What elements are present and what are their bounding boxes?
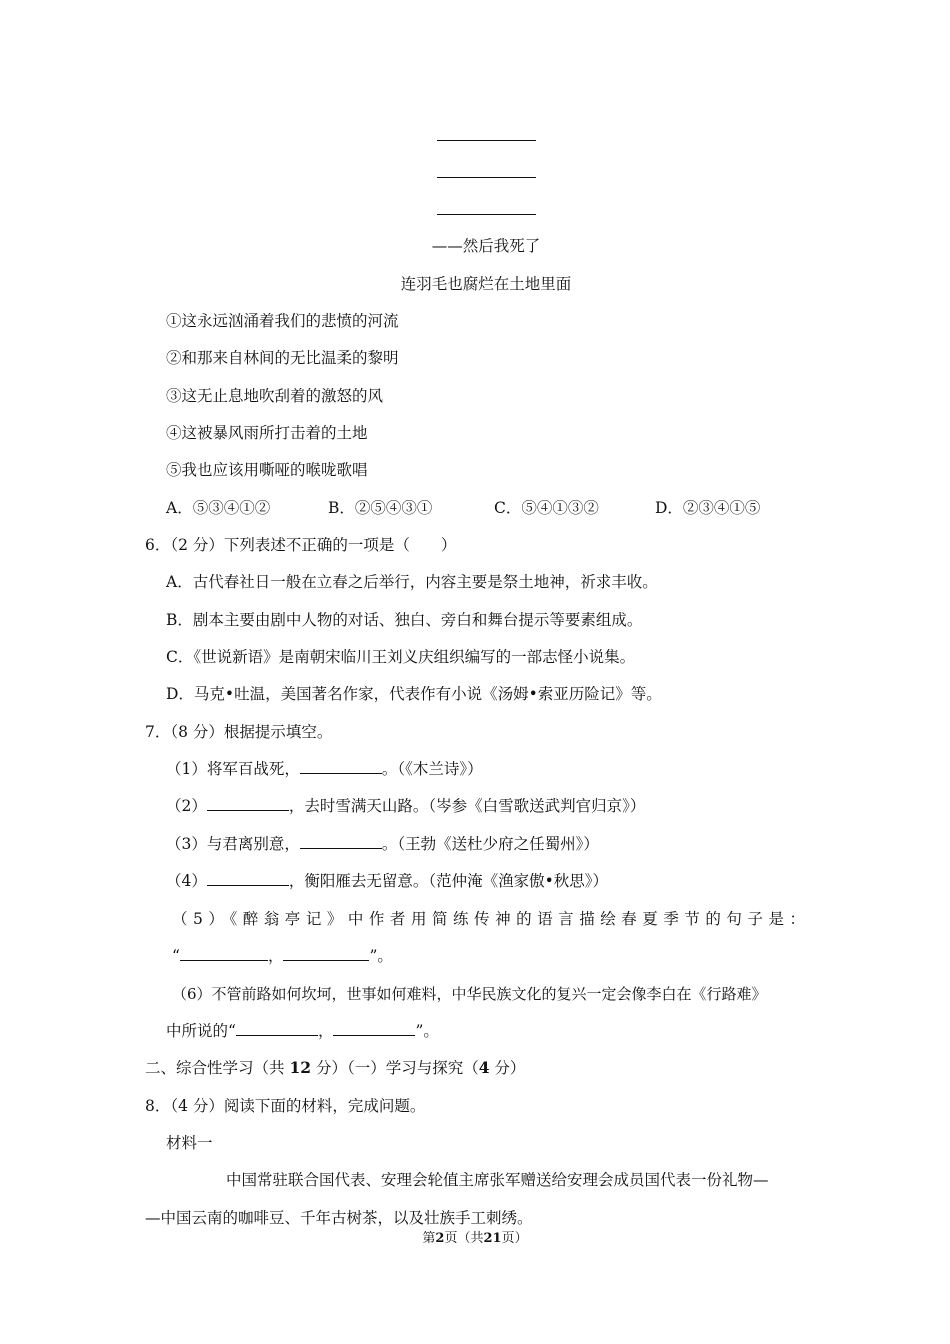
poem-item-5: ⑤我也应该用嘶哑的喉咙歌唱 bbox=[166, 461, 368, 479]
q6-option-d: D．马克•吐温，美国著名作家，代表作有小说《汤姆•索亚历险记》等。 bbox=[166, 685, 662, 703]
poem-blank-line-3 bbox=[437, 214, 536, 215]
footer-page-number: 2 bbox=[435, 1231, 445, 1246]
section-2-sub-score: 4 bbox=[478, 1058, 490, 1077]
q7-sub-4 bbox=[166, 871, 608, 891]
footer-post: 页） bbox=[501, 1231, 528, 1246]
q7-sub-6-prefix: 中所说的“ bbox=[166, 1022, 236, 1040]
q7-sub-1-blank[interactable] bbox=[300, 759, 382, 774]
poem-blank-line-1 bbox=[437, 140, 536, 141]
q7-sub-6-blank-2[interactable] bbox=[333, 1021, 415, 1036]
poem-item-1: ①这永远汹涌着我们的悲愤的河流 bbox=[166, 312, 399, 330]
q7-sub-4-prefix: （4） bbox=[166, 872, 207, 890]
q7-sub-5-open-quote: “ bbox=[172, 947, 180, 965]
q6-option-a: A．古代春社日一般在立春之后举行，内容主要是祭土地神，祈求丰收。 bbox=[166, 573, 658, 591]
poem-item-2: ②和那来自林间的无比温柔的黎明 bbox=[166, 349, 399, 367]
section-2-score: 12 bbox=[289, 1058, 312, 1077]
q7-sub-4-blank[interactable] bbox=[207, 871, 289, 886]
footer-total-pages: 21 bbox=[483, 1231, 502, 1246]
poem-item-3: ③这无止息地吹刮着的激怒的风 bbox=[166, 387, 384, 405]
q7-sub-5-line1: （5）《醉翁亭记》中作者用简练传神的语言描绘春夏季节的句子是： bbox=[172, 910, 808, 928]
q7-sub-6-line2 bbox=[166, 1021, 439, 1041]
poem-option-a: A．⑤③④①② bbox=[166, 499, 271, 517]
q7-sub-1-suffix: 。（《木兰诗》） bbox=[381, 760, 483, 778]
q7-sub-5-close-quote: ”。 bbox=[369, 947, 393, 965]
q7-stem: 7．（8 分）根据提示填空。 bbox=[145, 723, 333, 741]
section-2-mid: 分）（一）学习与探究（ bbox=[311, 1059, 479, 1077]
q7-sub-6-blank-1[interactable] bbox=[236, 1021, 318, 1036]
q7-sub-1-prefix: （1）将军百战死， bbox=[166, 760, 300, 778]
q7-sub-3-suffix: 。（王勃《送杜少府之任蜀州》） bbox=[381, 835, 599, 853]
q7-sub-3 bbox=[166, 834, 599, 854]
poem-option-c: C．⑤④①③② bbox=[494, 499, 599, 517]
q8-paragraph-line-2: —中国云南的咖啡豆、千年古树茶，以及壮族手工刺绣。 bbox=[145, 1209, 533, 1227]
q7-sub-2-blank[interactable] bbox=[207, 796, 289, 811]
q7-sub-5-blank-2[interactable] bbox=[283, 946, 369, 961]
q7-sub-5-comma: ， bbox=[267, 947, 284, 965]
poem-option-d: D．②③④①⑤ bbox=[655, 499, 761, 517]
q6-option-b: B．剧本主要由剧中人物的对话、独白、旁白和舞台提示等要素组成。 bbox=[166, 611, 643, 629]
q8-stem: 8．（4 分）阅读下面的材料，完成问题。 bbox=[145, 1097, 426, 1115]
poem-item-4: ④这被暴风雨所打击着的土地 bbox=[166, 424, 368, 442]
q7-sub-4-suffix: ，衡阳雁去无留意。（范仲淹《渔家傲•秋思》） bbox=[288, 872, 609, 890]
poem-line-dash: ——然后我死了 bbox=[431, 237, 541, 255]
section-2-end: 分） bbox=[489, 1059, 526, 1077]
q8-material-title: 材料一 bbox=[166, 1134, 213, 1152]
poem-blank-line-2 bbox=[437, 177, 536, 178]
poem-line-feather: 连羽毛也腐烂在土地里面 bbox=[400, 275, 572, 293]
q7-sub-2-suffix: ，去时雪满天山路。（岑参《白雪歌送武判官归京》） bbox=[288, 797, 646, 815]
poem-option-b: B．②⑤④③① bbox=[328, 499, 433, 517]
q7-sub-3-prefix: （3）与君离别意， bbox=[166, 835, 300, 853]
q7-sub-6-close-quote: ”。 bbox=[415, 1022, 439, 1040]
q7-sub-6-comma: ， bbox=[317, 1022, 334, 1040]
q7-sub-1 bbox=[166, 759, 483, 779]
section-2-heading bbox=[145, 1058, 525, 1078]
page-footer bbox=[0, 1230, 950, 1248]
q7-sub-2 bbox=[166, 796, 645, 816]
q7-sub-3-blank[interactable] bbox=[300, 834, 382, 849]
q7-sub-6-line1: （6）不管前路如何坎坷，世事如何难料，中华民族文化的复兴一定会像李白在《行路难》 bbox=[172, 985, 767, 1003]
q6-option-c: C．《世说新语》是南朝宋临川王刘义庆组织编写的一部志怪小说集。 bbox=[166, 648, 636, 666]
q8-paragraph-line-1: 中国常驻联合国代表、安理会轮值主席张军赠送给安理会成员国代表一份礼物— bbox=[226, 1171, 769, 1189]
q7-sub-2-prefix: （2） bbox=[166, 797, 207, 815]
q6-stem: 6．（2 分）下列表述不正确的一项是（ ） bbox=[145, 536, 457, 554]
q7-sub-5-line2 bbox=[172, 946, 393, 966]
footer-mid: 页（共 bbox=[444, 1231, 484, 1246]
q7-sub-5-blank-1[interactable] bbox=[180, 946, 268, 961]
footer-pre: 第 bbox=[422, 1231, 436, 1246]
section-2-pre: 二、综合性学习（共 bbox=[145, 1059, 290, 1077]
